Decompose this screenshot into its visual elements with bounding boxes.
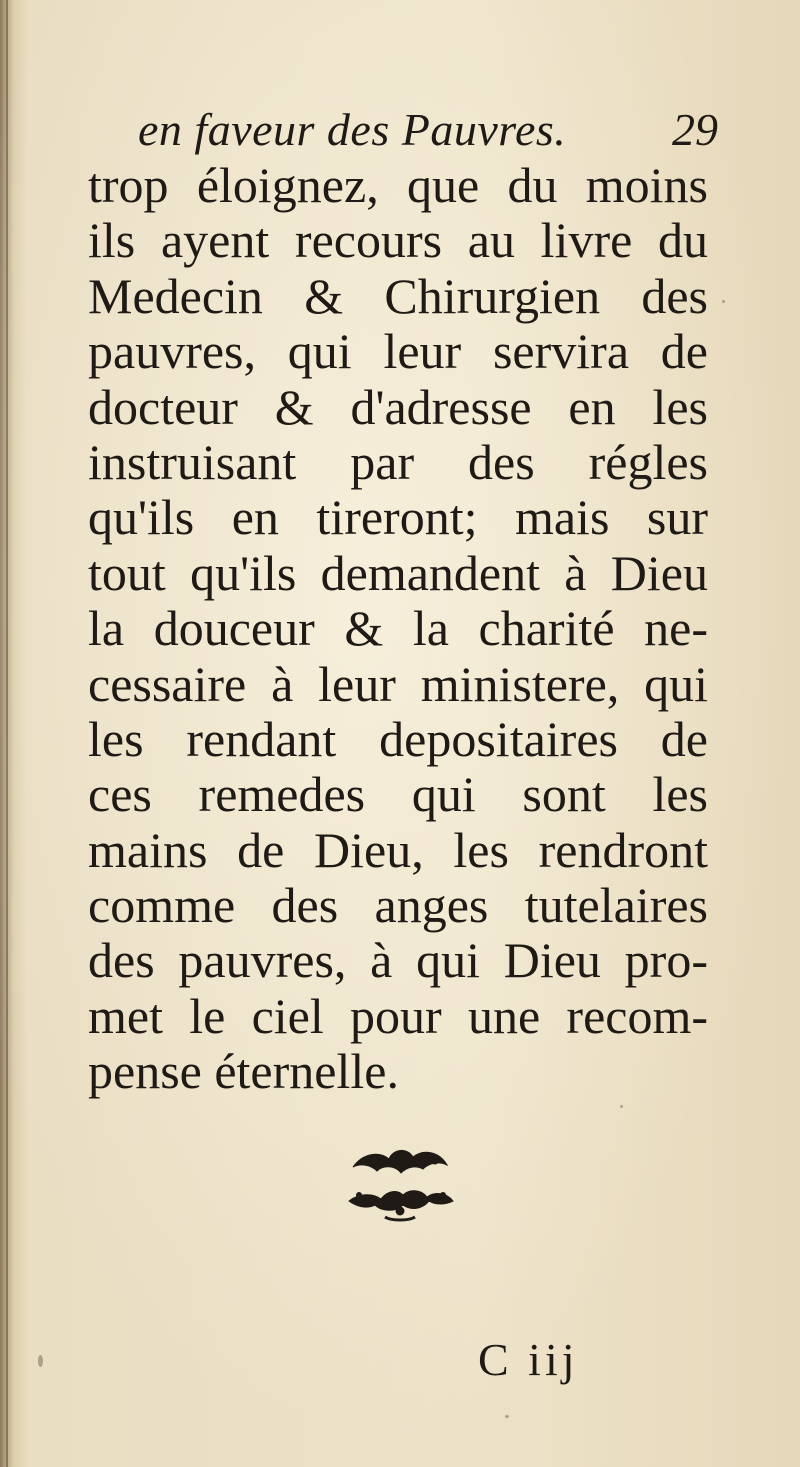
page-number: 29 (672, 104, 718, 155)
paper-speck (38, 1355, 43, 1367)
text-line: tout qu'ils demandent à Dieu (88, 544, 708, 601)
running-head (138, 100, 718, 160)
binding-edge (6, 0, 8, 1467)
body-text (88, 158, 708, 1100)
text-line: des pauvres, à qui Dieu pro- (88, 932, 708, 989)
running-title: en faveur des Pauvres. (138, 104, 567, 155)
text-line: cessaire à leur ministere, qui (88, 655, 708, 712)
text-line: Medecin & Chirurgien des (88, 267, 708, 324)
text-line: ces remedes qui sont les (88, 766, 708, 823)
text-line: la douceur & la charité ne- (88, 600, 708, 657)
signature-mark: C iij (478, 1334, 579, 1385)
text-line: qu'ils en tireront; mais sur (88, 489, 708, 546)
text-line: instruisant par des régles (88, 433, 708, 490)
paper-speck (505, 1415, 509, 1418)
text-line: docteur & d'adresse en les (88, 378, 708, 435)
text-line: trop éloignez, que du moins (88, 157, 708, 213)
paper-speck (722, 300, 725, 303)
paper-speck (620, 1105, 623, 1108)
text-line: comme des anges tutelaires (88, 877, 708, 934)
text-line: pense éternelle. (88, 1043, 399, 1100)
text-line: pauvres, qui leur servira de (88, 323, 708, 380)
text-line: les rendant depositaires de (88, 710, 708, 767)
text-line: met le ciel pour une recom- (88, 987, 708, 1044)
printer-ornament-icon (335, 1135, 465, 1235)
text-line: ils ayent recours au livre du (88, 212, 708, 269)
text-line: mains de Dieu, les rendront (88, 821, 708, 878)
